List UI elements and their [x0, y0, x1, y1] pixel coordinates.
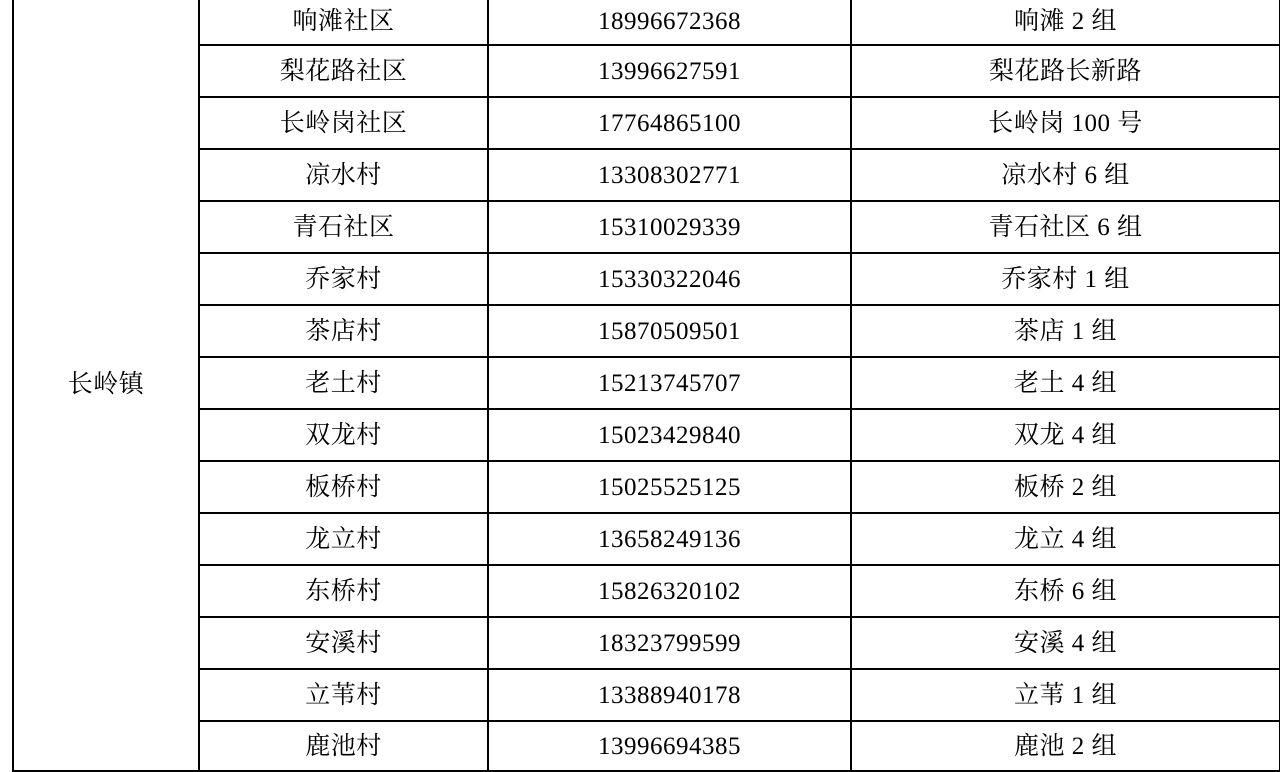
- village-cell: 凉水村: [199, 149, 488, 201]
- table-row: [13, 617, 1280, 669]
- table-row: [13, 357, 1280, 409]
- village-cell: 安溪村: [199, 617, 488, 669]
- phone-cell: 13658249136: [488, 513, 851, 565]
- table-row: [13, 461, 1280, 513]
- address-cell: 板桥 2 组: [851, 461, 1280, 513]
- phone-cell: 15025525125: [488, 461, 851, 513]
- phone-cell: 15826320102: [488, 565, 851, 617]
- phone-cell: 13388940178: [488, 669, 851, 721]
- phone-cell: 15310029339: [488, 201, 851, 253]
- village-cell: 双龙村: [199, 409, 488, 461]
- phone-cell: 13308302771: [488, 149, 851, 201]
- phone-cell: 18323799599: [488, 617, 851, 669]
- phone-cell: 17764865100: [488, 97, 851, 149]
- village-cell: 板桥村: [199, 461, 488, 513]
- address-cell: 双龙 4 组: [851, 409, 1280, 461]
- address-cell: 长岭岗 100 号: [851, 97, 1280, 149]
- phone-cell: 13996694385: [488, 721, 851, 771]
- address-cell: 立苇 1 组: [851, 669, 1280, 721]
- address-cell: 乔家村 1 组: [851, 253, 1280, 305]
- table-row: [13, 253, 1280, 305]
- village-cell: 立苇村: [199, 669, 488, 721]
- contact-table: [12, 0, 1280, 772]
- phone-cell: 18996672368: [488, 0, 851, 45]
- phone-cell: 15023429840: [488, 409, 851, 461]
- address-cell: 龙立 4 组: [851, 513, 1280, 565]
- table-row: [13, 721, 1280, 771]
- village-cell: 响滩社区: [199, 0, 488, 45]
- address-cell: 老土 4 组: [851, 357, 1280, 409]
- village-cell: 青石社区: [199, 201, 488, 253]
- table-row: [13, 97, 1280, 149]
- phone-cell: 13996627591: [488, 45, 851, 97]
- table-row: [13, 149, 1280, 201]
- table-body: [13, 0, 1280, 771]
- address-cell: 梨花路长新路: [851, 45, 1280, 97]
- phone-cell: 15213745707: [488, 357, 851, 409]
- table-row: [13, 201, 1280, 253]
- table-row: [13, 409, 1280, 461]
- village-cell: 梨花路社区: [199, 45, 488, 97]
- village-cell: 茶店村: [199, 305, 488, 357]
- table-row: [13, 0, 1280, 45]
- village-cell: 鹿池村: [199, 721, 488, 771]
- address-cell: 东桥 6 组: [851, 565, 1280, 617]
- table-row: [13, 513, 1280, 565]
- address-cell: 青石社区 6 组: [851, 201, 1280, 253]
- address-cell: 茶店 1 组: [851, 305, 1280, 357]
- village-cell: 龙立村: [199, 513, 488, 565]
- address-cell: 响滩 2 组: [851, 0, 1280, 45]
- address-cell: 鹿池 2 组: [851, 721, 1280, 771]
- phone-cell: 15870509501: [488, 305, 851, 357]
- town-cell: 长岭镇: [13, 0, 199, 771]
- village-cell: 东桥村: [199, 565, 488, 617]
- address-cell: 凉水村 6 组: [851, 149, 1280, 201]
- phone-cell: 15330322046: [488, 253, 851, 305]
- village-cell: 老土村: [199, 357, 488, 409]
- table-row: [13, 305, 1280, 357]
- village-cell: 长岭岗社区: [199, 97, 488, 149]
- address-cell: 安溪 4 组: [851, 617, 1280, 669]
- table-row: [13, 45, 1280, 97]
- table-row: [13, 565, 1280, 617]
- village-cell: 乔家村: [199, 253, 488, 305]
- table-row: [13, 669, 1280, 721]
